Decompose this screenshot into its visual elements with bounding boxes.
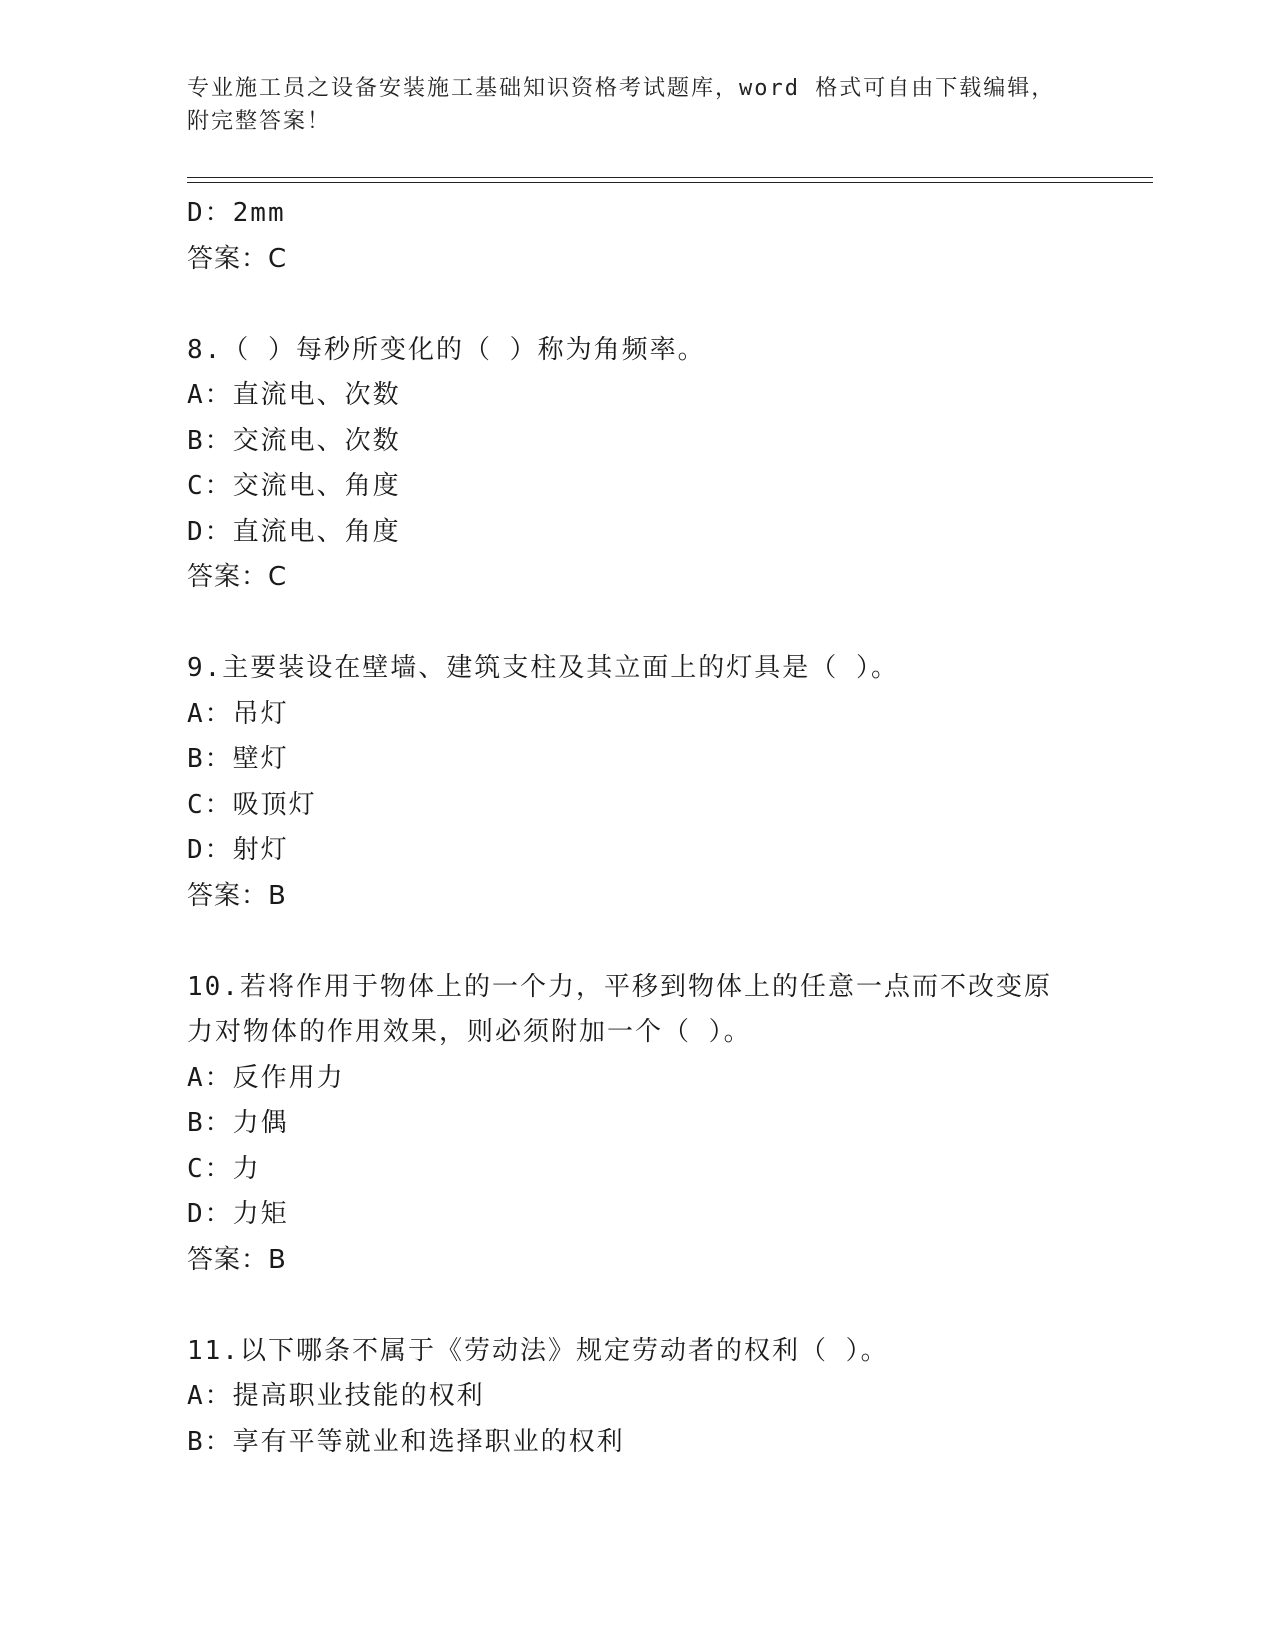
option-b: B：力偶 bbox=[187, 1108, 289, 1138]
option-b: B：享有平等就业和选择职业的权利 bbox=[187, 1426, 625, 1457]
option-c: C：吸顶灯 bbox=[187, 789, 317, 820]
question-8 bbox=[187, 328, 1127, 601]
spacer bbox=[187, 919, 1127, 965]
spacer bbox=[187, 1283, 1127, 1329]
document-header bbox=[187, 72, 1087, 138]
option-a: A：吊灯 bbox=[187, 698, 289, 729]
answer-line: 答案：B bbox=[187, 880, 287, 911]
header-divider-top bbox=[187, 177, 1153, 178]
option-a: A：直流电、次数 bbox=[187, 380, 401, 410]
header-line-2: 附完整答案！ bbox=[187, 109, 332, 134]
answer-line: 答案：C bbox=[187, 562, 288, 592]
question-text: 11.以下哪条不属于《劳动法》规定劳动者的权利（ ）。 bbox=[187, 1335, 889, 1366]
question-text: 9.主要装设在壁墙、建筑支柱及其立面上的灯具是（ ）。 bbox=[187, 653, 899, 683]
option-a: A：反作用力 bbox=[187, 1062, 345, 1093]
option-b: B：交流电、次数 bbox=[187, 425, 401, 456]
option-c: C：力 bbox=[187, 1153, 261, 1184]
question-text-line-1: 10.若将作用于物体上的一个力，平移到物体上的任意一点而不改变原 bbox=[187, 971, 1052, 1002]
answer-line: 答案：C bbox=[187, 243, 288, 274]
spacer bbox=[187, 601, 1127, 647]
option-a: A：提高职业技能的权利 bbox=[187, 1381, 485, 1411]
option-d: D：力矩 bbox=[187, 1199, 289, 1229]
answer-line: 答案：B bbox=[187, 1244, 287, 1275]
question-list bbox=[187, 191, 1127, 1465]
question-text: 8.（ ）每秒所变化的（ ）称为角频率。 bbox=[187, 334, 706, 365]
header-divider-bottom bbox=[187, 182, 1153, 183]
option-d: D：2mm bbox=[187, 198, 286, 228]
spacer bbox=[187, 282, 1127, 328]
question-11 bbox=[187, 1329, 1127, 1466]
question-10 bbox=[187, 965, 1127, 1284]
option-d: D：射灯 bbox=[187, 835, 289, 865]
question-text-line-2: 力对物体的作用效果，则必须附加一个（ ）。 bbox=[187, 1017, 752, 1047]
header-line-1: 专业施工员之设备安装施工基础知识资格考试题库，word 格式可自由下载编辑， bbox=[187, 76, 1056, 101]
option-c: C：交流电、角度 bbox=[187, 471, 401, 501]
question-9 bbox=[187, 646, 1127, 919]
option-b: B：壁灯 bbox=[187, 744, 289, 774]
option-d: D：直流电、角度 bbox=[187, 516, 401, 547]
